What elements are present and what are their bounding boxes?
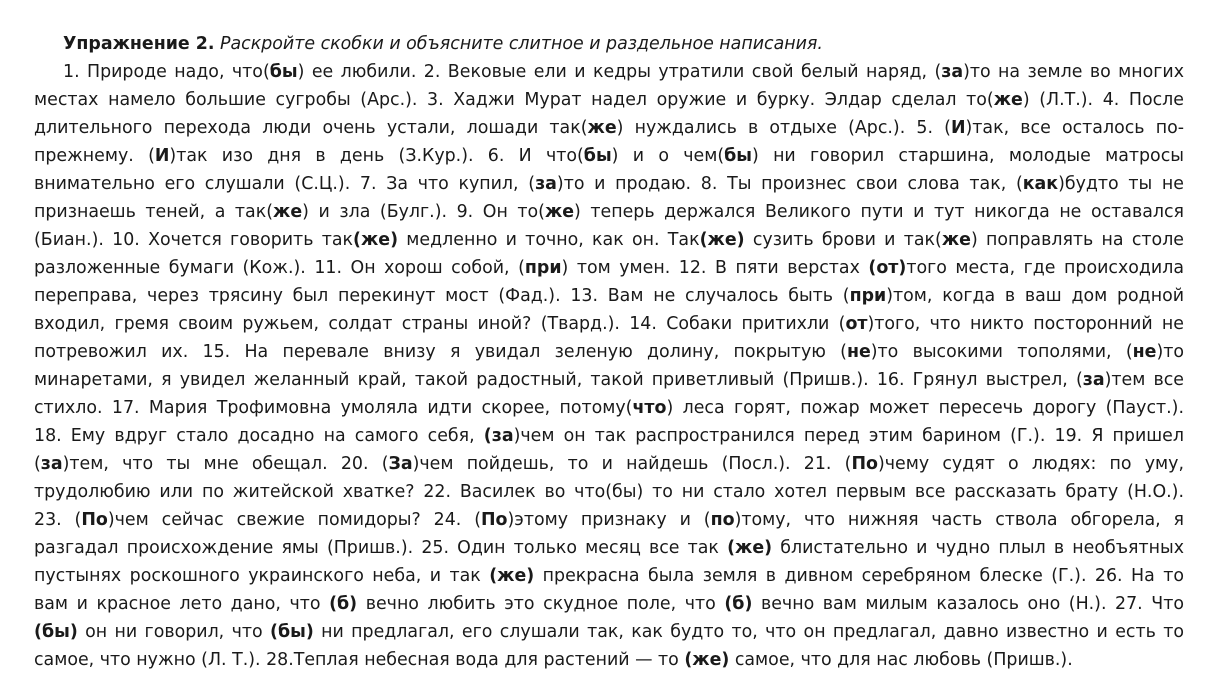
text-fragment: ) поправлять на столе [970,230,1185,250]
bold-particle: бы [583,146,612,166]
text-fragment: внимательно его слушали (С.Ц.). 7. За что купил, ( [34,174,536,194]
text-fragment: прекрасна была земля в дивном серебряном блеске (Г.). 26. На то [534,566,1184,586]
text-fragment: вечно вам милым казалось оно (Н.). 27. Что [752,594,1184,614]
text-line [34,114,1184,142]
text-fragment: ) и зла (Булг.). 9. Он то( [302,202,545,222]
bold-particle: И [950,118,966,138]
text-fragment: )тому, что нижняя часть ствола обгорела, я [734,510,1184,530]
bold-particle: (б) [329,594,358,614]
text-line [34,478,1184,506]
text-line [34,618,1184,646]
bold-particle: за [40,454,63,474]
text-fragment: ) нуждались в отдыхе (Арс.). 5. ( [616,118,951,138]
bold-particle: (от) [868,258,907,278]
text-fragment: трудолюбию или по житейской хватке? 22. Василек во что(бы) то ни стало хотел первым все рассказать брату (Н.О.). [34,482,1184,502]
text-line [34,590,1184,618]
text-fragment: местах намело большие сугробы (Арс.). 3. Хаджи Мурат надел оружие и бурку. Элдар сделал то( [34,90,994,110]
text-fragment: переправа, через трясину был перекинут мост (Фад.). 13. Вам не случалось быть ( [34,286,850,306]
bold-particle: (бы) [34,622,78,642]
text-fragment: 23. ( [34,510,82,530]
bold-particle: же [273,202,303,222]
text-fragment: )так, все осталось по- [965,118,1184,138]
text-fragment: ) и о чем( [611,146,725,166]
text-fragment: ( [34,454,41,474]
bold-particle: за [535,174,557,194]
text-fragment: того места, где происходила [906,258,1184,278]
bold-particle: не [1132,342,1157,362]
text-fragment: ) том умен. 12. В пяти верстах [561,258,869,278]
text-fragment: ) ее любили. 2. Вековые ели и кедры утратили свой белый наряд, ( [297,62,942,82]
bold-particle: (же) [684,650,730,670]
text-fragment: ни предлагал, его слушали так, как будто то, что он предлагал, давно известно и есть то [313,622,1184,642]
text-fragment: 1. Природе надо, что( [63,62,270,82]
text-line [34,198,1184,226]
text-line [34,394,1184,422]
text-fragment: )то высокими тополями, ( [870,342,1133,362]
bold-particle: же [544,202,575,222]
bold-particle: (же) [699,230,745,250]
text-fragment: блистательно и чудно плыл в необъятных [772,538,1184,558]
bold-particle: По [851,454,878,474]
text-fragment: ) леса горят, пожар может пересечь дорогу (Пауст.). [666,398,1184,418]
text-line [34,142,1184,170]
text-line [34,646,1184,674]
exercise-title: Упражнение 2. [63,34,215,54]
exercise-body [34,58,1184,674]
text-line [34,226,1184,254]
text-line [34,366,1184,394]
text-line [34,506,1184,534]
bold-particle: (бы) [270,622,314,642]
text-fragment: ) ни говорил старшина, молодые матросы [752,146,1184,166]
exercise-document [34,30,1184,674]
bold-particle: от [845,314,868,334]
text-fragment: )того, что никто посторонний не [867,314,1184,334]
text-fragment: потревожил их. 15. На перевале внизу я увидал зеленую долину, покрытую ( [34,342,847,362]
text-fragment: он ни говорил, что [77,622,270,642]
text-fragment: прежнему. ( [34,146,155,166]
text-fragment: )будто ты не [1058,174,1185,194]
text-line [34,170,1184,198]
text-fragment: )чем пойдешь, то и найдешь (Посл.). 21. ( [412,454,852,474]
bold-particle: (же) [489,566,535,586]
text-line [34,534,1184,562]
bold-particle: (же) [353,230,399,250]
text-fragment: 18. Ему вдруг стало досадно на самого себя, [34,426,484,446]
text-fragment: )том, когда в ваш дом родной [886,286,1185,306]
bold-particle: по [710,510,735,530]
text-line [34,338,1184,366]
bold-particle: За [388,454,413,474]
text-fragment: )то и продаю. 8. Ты произнес свои слова так, ( [556,174,1023,194]
bold-particle: при [524,258,562,278]
text-fragment: )тем, что ты мне обещал. 20. ( [62,454,389,474]
text-fragment: признаешь теней, а так( [34,202,274,222]
bold-particle: при [849,286,887,306]
text-fragment: )то [1156,342,1185,362]
bold-particle: (за [483,426,514,446]
bold-particle: за [1082,370,1105,390]
text-line [34,282,1184,310]
text-fragment: самое, что нужно (Л. Т.). 28.Теплая небесная вода для растений — то [34,650,685,670]
bold-particle: По [481,510,508,530]
text-fragment: ) теперь держался Великого пути и тут никогда не оставался [574,202,1184,222]
text-fragment: )тем все [1104,370,1184,390]
text-line [34,422,1184,450]
text-line [34,58,1184,86]
bold-particle: По [81,510,108,530]
text-fragment: )то на земле во многих [963,62,1184,82]
bold-particle: что [632,398,667,418]
bold-particle: бы [269,62,298,82]
text-fragment: стихло. 17. Мария Трофимовна умоляла идти скорее, потому( [34,398,633,418]
text-fragment: вам и красное лето дано, что [34,594,330,614]
bold-particle: (б) [724,594,753,614]
bold-particle: же [587,118,617,138]
exercise-heading [34,30,1184,58]
text-fragment: )этому признаку и ( [507,510,711,530]
text-fragment: сузить брови и так( [744,230,942,250]
bold-particle: за [941,62,964,82]
exercise-instruction: Раскройте скобки и объясните слитное и раздельное написания. [220,34,823,54]
text-fragment: длительного перехода люди очень устали, лошади так( [34,118,588,138]
bold-particle: не [846,342,871,362]
bold-particle: же [993,90,1023,110]
text-fragment: )так изо дня в день (З.Кур.). 6. И что( [169,146,584,166]
bold-particle: же [941,230,971,250]
bold-particle: (же) [727,538,773,558]
text-fragment: пустынях роскошного украинского неба, и так [34,566,490,586]
text-line [34,450,1184,478]
text-fragment: разгадал происхождение ямы (Пришв.). 25. Один только месяц все так [34,538,728,558]
text-fragment: минаретами, я увидел желанный край, такой радостный, такой приветливый (Пришв.). 16. Грянул выстрел, ( [34,370,1083,390]
text-line [34,562,1184,590]
bold-particle: бы [724,146,752,166]
text-line [34,86,1184,114]
text-fragment: ) (Л.Т.). 4. После [1022,90,1184,110]
bold-particle: как [1022,174,1059,194]
text-fragment: медленно и точно, как он. Так [398,230,700,250]
text-fragment: (Биан.). 10. Хочется говорить так [34,230,354,250]
text-line [34,310,1184,338]
bold-particle: И [154,146,170,166]
text-fragment: входил, гремя своим ружьем, солдат страны иной? (Твард.). 14. Собаки притихли ( [34,314,846,334]
text-fragment: )чем он так распространился перед этим барином (Г.). 19. Я пришел [513,426,1184,446]
text-fragment: самое, что для нас любовь (Пришв.). [729,650,1073,670]
text-fragment: )чему судят о людях: по уму, [877,454,1184,474]
text-fragment: вечно любить это скудное поле, что [357,594,725,614]
text-fragment: )чем сейчас свежие помидоры? 24. ( [107,510,481,530]
text-line [34,254,1184,282]
text-fragment: разложенные бумаги (Кож.). 11. Он хорош собой, ( [34,258,525,278]
